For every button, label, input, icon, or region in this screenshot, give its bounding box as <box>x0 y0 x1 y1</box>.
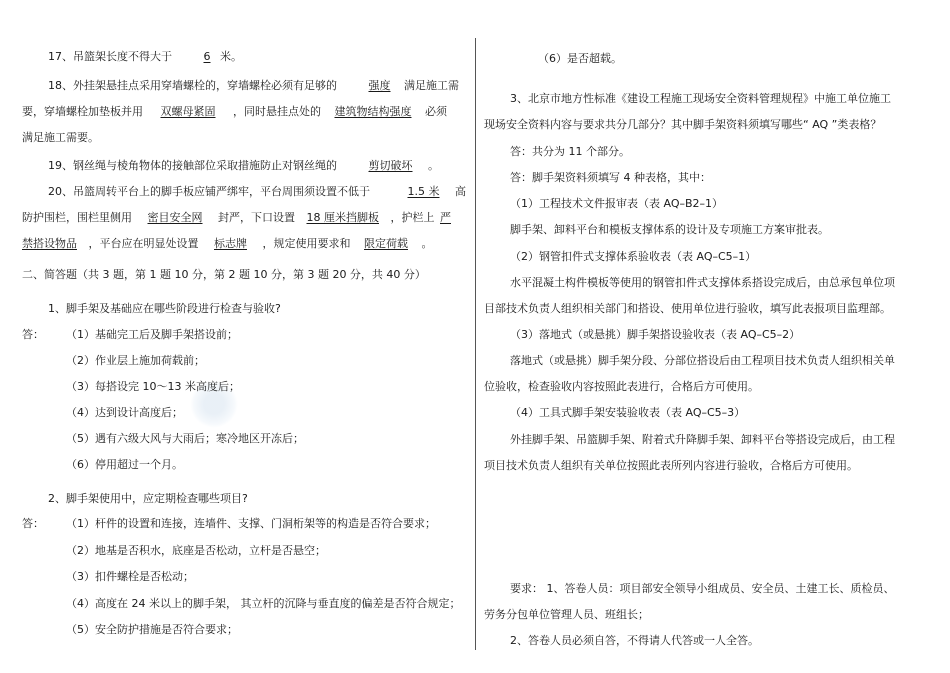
fill-question-20-line3: 禁搭设物品 ，平台应在明显处设置 标志牌 ，规定使用要求和 限定荷载 。 <box>22 237 433 250</box>
list-item: （6）是否超载。 <box>538 52 622 65</box>
requirements-text: 2、答卷人员必须自答，不得请人代答或一人全答。 <box>510 634 759 647</box>
requirements-text: 要求： 1、答卷人员：项目部安全领导小组成员、安全员、土建工长、质检员、 <box>510 582 895 595</box>
form-item-4: （4）工具式脚手架安装验收表（表 AQ–C5–3） <box>510 406 746 419</box>
answer-blank: 6 <box>203 50 211 63</box>
form-item-desc: 目部技术负责人组织相关部门和搭设、使用单位进行验收，填写此表报项目监理部。 <box>484 302 891 315</box>
form-item-1: （1）工程技术文件报审表（表 AQ–B2–1） <box>510 197 724 210</box>
answer-blank: 1.5 米 <box>407 185 440 198</box>
fill-question-20-line2: 防护围栏，围栏里侧用 密目安全网 封严，下口设置 18 厘米挡脚板 ，护栏上 严 <box>22 211 451 224</box>
list-item: （2）作业层上施加荷载前； <box>66 354 205 367</box>
short-question-3-cont: 现场安全资料内容与要求共分几部分？其中脚手架资料须填写哪些“ AQ ”类表格？ <box>484 118 882 131</box>
fill-question-20-line1: 20、吊篮周转平台上的脚手板应铺严绑牢，平台周围须设置不低于 1.5 米 高 <box>48 185 466 198</box>
list-item: （5）遇有六级大风与大雨后；寒冷地区开冻后； <box>66 432 304 445</box>
answer-label: 答： <box>22 517 44 530</box>
list-item: （5）安全防护措施是否符合要求； <box>66 623 238 636</box>
list-item: （3）每搭设完 10～13 米高度后； <box>66 380 240 393</box>
answer-blank: 严 <box>440 211 451 224</box>
answer-blank: 建筑物结构强度 <box>334 105 412 118</box>
requirements-text: 劳务分包单位管理人员、班组长； <box>484 608 649 621</box>
answer-blank: 密目安全网 <box>147 211 203 224</box>
answer-blank: 强度 <box>368 79 391 92</box>
list-item: （1）杆件的设置和连接，连墙件、支撑、门洞桁架等的构造是否符合要求； <box>66 517 436 530</box>
answer-text: 答：脚手架资料须填写 4 种表格，其中： <box>510 171 711 184</box>
fill-question-18-line3: 满足施工需要。 <box>22 131 99 144</box>
list-item: （4）达到设计高度后； <box>66 406 183 419</box>
fill-question-17: 17、吊篮架长度不得大于 6 米。 <box>48 50 242 63</box>
list-item: （4）高度在 24 米以上的脚手架， 其立杆的沉降与垂直度的偏差是否符合规定； <box>66 597 461 610</box>
section-heading-short-answer: 二、简答题（共 3 题，第 1 题 10 分，第 2 题 10 分，第 3 题 20 分，共 40 分） <box>22 268 426 281</box>
form-item-3: （3）落地式（或悬挑）脚手架搭设验收表（表 AQ–C5–2） <box>510 328 801 341</box>
form-item-desc: 位验收，检查验收内容按照此表进行，合格后方可使用。 <box>484 380 759 393</box>
answer-blank: 禁搭设物品 <box>22 237 77 250</box>
answer-blank: 18 厘米挡脚板 <box>306 211 379 224</box>
form-item-desc: 外挂脚手架、吊篮脚手架、附着式升降脚手架、卸料平台等搭设完成后，由工程 <box>510 433 895 446</box>
column-divider <box>475 38 476 650</box>
answer-blank: 限定荷载 <box>364 237 408 250</box>
list-item: （2）地基是否积水，底座是否松动，立杆是否悬空； <box>66 544 326 557</box>
form-item-desc: 脚手架、卸料平台和模板支撑体系的设计及专项施工方案审批表。 <box>510 223 829 236</box>
fill-question-19: 19、钢丝绳与棱角物体的接触部位采取措施防止对钢丝绳的 剪切破坏 。 <box>48 159 439 172</box>
form-item-desc: 水平混凝土构件模板等使用的钢管扣件式支撑体系搭设完成后，由总承包单位项 <box>510 276 895 289</box>
list-item: （6）停用超过一个月。 <box>66 458 183 471</box>
list-item: （3）扣件螺栓是否松动； <box>66 570 194 583</box>
short-question-2: 2、脚手架使用中，应定期检查哪些项目? <box>48 492 248 505</box>
answer-blank: 标志牌 <box>214 237 247 250</box>
form-item-desc: 落地式（或悬挑）脚手架分段、分部位搭设后由工程项目技术负责人组织相关单 <box>510 354 895 367</box>
answer-blank: 剪切破坏 <box>368 159 413 172</box>
short-question-1: 1、脚手架及基础应在哪些阶段进行检查与验收? <box>48 302 281 315</box>
form-item-desc: 项目技术负责人组织有关单位按照此表所列内容进行验收，合格后方可使用。 <box>484 459 858 472</box>
answer-label: 答： <box>22 328 44 341</box>
answer-blank: 双螺母紧固 <box>160 105 216 118</box>
short-question-3: 3、北京市地方性标准《建设工程施工现场安全资料管理规程》中施工单位施工 <box>510 92 891 105</box>
fill-question-18-line2: 要，穿墙螺栓加垫板并用 双螺母紧固 ，同时悬挂点处的 建筑物结构强度 必须 <box>22 105 447 118</box>
list-item: （1）基础完工后及脚手架搭设前； <box>66 328 238 341</box>
fill-question-18-line1: 18、外挂架悬挂点采用穿墙螺栓的，穿墙螺栓必须有足够的 强度 满足施工需 <box>48 79 459 92</box>
form-item-2: （2）钢管扣件式支撑体系验收表（表 AQ–C5–1） <box>510 250 757 263</box>
answer-text: 答：共分为 11 个部分。 <box>510 145 630 158</box>
